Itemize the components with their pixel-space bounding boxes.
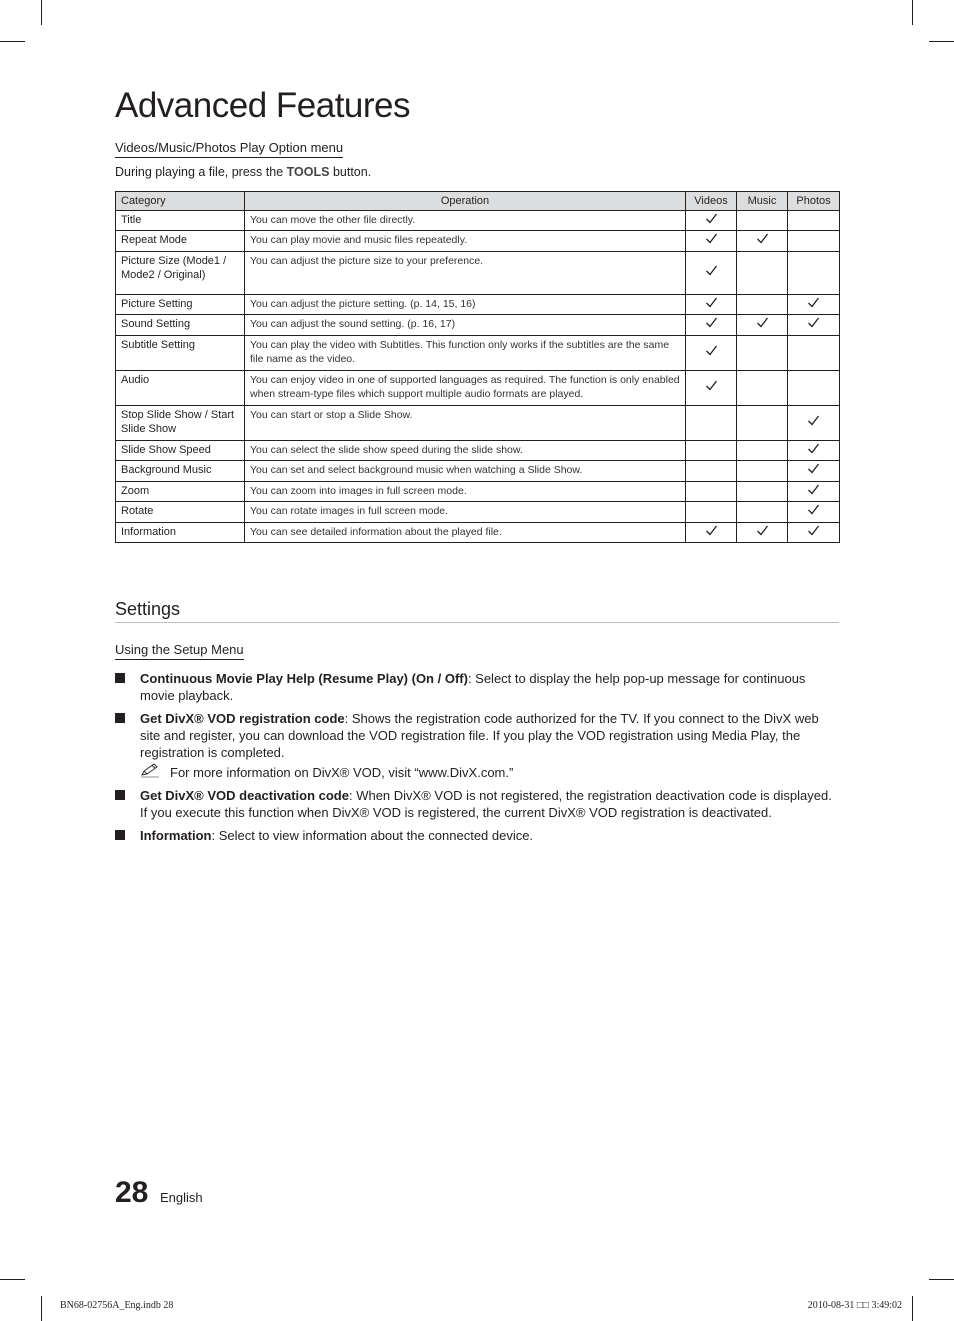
table-row (116, 231, 840, 252)
note (140, 764, 839, 781)
checkmark-icon (756, 232, 769, 245)
crop-mark (41, 0, 42, 25)
table-row (116, 294, 840, 315)
page-language: English (160, 1190, 203, 1205)
category-cell: Slide Show Speed (116, 440, 245, 461)
videos-cell (686, 251, 737, 294)
table-row (116, 405, 840, 440)
page-title: Advanced Features (115, 86, 411, 125)
settings-list (115, 670, 839, 850)
checkmark-icon (705, 379, 718, 392)
videos-cell (686, 461, 737, 482)
checkmark-icon (705, 264, 718, 277)
table-row (116, 335, 840, 370)
crop-mark (0, 1279, 25, 1280)
item-desc: : When DivX® VOD is not registered, the registration deactivation code is displayed. If you execute this function when DivX® VOD is registered, the current DivX® VOD registration is deactivated. (140, 788, 832, 820)
music-cell (737, 522, 788, 543)
header-photos: Photos (788, 192, 840, 211)
photos-cell (788, 522, 840, 543)
settings-title: Settings (115, 599, 839, 623)
photos-cell (788, 502, 840, 523)
play-option-table (115, 191, 840, 543)
checkmark-icon (705, 316, 718, 329)
crop-mark (912, 1296, 913, 1321)
checkmark-icon (807, 503, 820, 516)
note-pencil-icon (140, 762, 160, 778)
photos-cell (788, 481, 840, 502)
crop-mark (929, 41, 954, 42)
checkmark-icon (705, 296, 718, 309)
table-body (116, 210, 840, 543)
checkmark-icon (807, 296, 820, 309)
photos-cell (788, 461, 840, 482)
list-item (115, 710, 839, 781)
videos-cell (686, 502, 737, 523)
music-cell (737, 294, 788, 315)
table-row (116, 461, 840, 482)
category-cell: Background Music (116, 461, 245, 482)
photos-cell (788, 294, 840, 315)
tools-button-name: TOOLS (286, 165, 330, 179)
checkmark-icon (705, 524, 718, 537)
videos-cell (686, 481, 737, 502)
operation-cell: You can adjust the picture setting. (p. 14, 15, 16) (245, 294, 686, 315)
operation-cell: You can move the other file directly. (245, 210, 686, 231)
music-cell (737, 335, 788, 370)
operation-cell: You can set and select background music when watching a Slide Show. (245, 461, 686, 482)
table-row (116, 210, 840, 231)
videos-cell (686, 210, 737, 231)
bullet-square-icon (115, 830, 125, 840)
operation-cell: You can see detailed information about the played file. (245, 522, 686, 543)
checkmark-icon (705, 212, 718, 225)
music-cell (737, 251, 788, 294)
crop-mark (0, 41, 25, 42)
music-cell (737, 231, 788, 252)
music-cell (737, 502, 788, 523)
category-cell: Title (116, 210, 245, 231)
photos-cell (788, 335, 840, 370)
crop-mark (912, 0, 913, 25)
category-cell: Picture Size (Mode1 / Mode2 / Original) (116, 251, 245, 294)
operation-cell: You can select the slide show speed during the slide show. (245, 440, 686, 461)
table-row (116, 481, 840, 502)
videos-cell (686, 335, 737, 370)
item-desc: : Select to view information about the connected device. (211, 828, 534, 843)
music-cell (737, 370, 788, 405)
crop-mark (929, 1279, 954, 1280)
list-item (115, 827, 839, 844)
operation-cell: You can zoom into images in full screen mode. (245, 481, 686, 502)
videos-cell (686, 522, 737, 543)
item-term: Information (140, 828, 212, 843)
table-row (116, 315, 840, 336)
music-cell (737, 405, 788, 440)
checkmark-icon (756, 316, 769, 329)
music-cell (737, 210, 788, 231)
checkmark-icon (705, 344, 718, 357)
category-cell: Audio (116, 370, 245, 405)
list-item (115, 787, 839, 821)
slug-left: BN68-02756A_Eng.indb 28 (60, 1300, 174, 1311)
header-operation: Operation (245, 192, 686, 211)
checkmark-icon (807, 316, 820, 329)
header-category: Category (116, 192, 245, 211)
photos-cell (788, 315, 840, 336)
operation-cell: You can play movie and music files repeatedly. (245, 231, 686, 252)
table-row (116, 370, 840, 405)
checkmark-icon (807, 524, 820, 537)
note-text: For more information on DivX® VOD, visit “www.DivX.com.” (170, 765, 514, 780)
table-header-row (116, 192, 840, 211)
category-cell: Subtitle Setting (116, 335, 245, 370)
header-music: Music (737, 192, 788, 211)
intro-text (115, 165, 371, 179)
slug-right: 2010-08-31 □□ 3:49:02 (807, 1300, 902, 1311)
play-option-heading: Videos/Music/Photos Play Option menu (115, 140, 343, 158)
intro-after: button. (329, 165, 372, 179)
category-cell: Stop Slide Show / Start Slide Show (116, 405, 245, 440)
photos-cell (788, 370, 840, 405)
page-number: 28 (115, 1176, 149, 1209)
photos-cell (788, 440, 840, 461)
videos-cell (686, 405, 737, 440)
item-term: Continuous Movie Play Help (Resume Play) (On / Off) (140, 671, 468, 686)
header-videos: Videos (686, 192, 737, 211)
bullet-square-icon (115, 713, 125, 723)
table-row (116, 440, 840, 461)
item-term: Get DivX® VOD deactivation code (140, 788, 349, 803)
table-row (116, 502, 840, 523)
table-row (116, 522, 840, 543)
operation-cell: You can rotate images in full screen mode. (245, 502, 686, 523)
music-cell (737, 440, 788, 461)
music-cell (737, 481, 788, 502)
category-cell: Information (116, 522, 245, 543)
checkmark-icon (756, 524, 769, 537)
item-desc: : Shows the registration code authorized for the TV. If you connect to the DivX web site and register, you can download the VOD registration file. If you play the VOD registration using Media Play, the registration is completed. (140, 711, 819, 760)
operation-cell: You can play the video with Subtitles. This function only works if the subtitles are the same file name as the video. (245, 335, 686, 370)
intro-before: During playing a file, press the (115, 165, 287, 179)
videos-cell (686, 231, 737, 252)
operation-cell: You can adjust the picture size to your preference. (245, 251, 686, 294)
checkmark-icon (807, 414, 820, 427)
category-cell: Sound Setting (116, 315, 245, 336)
operation-cell: You can adjust the sound setting. (p. 16, 17) (245, 315, 686, 336)
photos-cell (788, 231, 840, 252)
videos-cell (686, 370, 737, 405)
table-row (116, 251, 840, 294)
setup-menu-heading: Using the Setup Menu (115, 642, 244, 660)
videos-cell (686, 294, 737, 315)
photos-cell (788, 210, 840, 231)
operation-cell: You can enjoy video in one of supported languages as required. The function is only enabled when stream-type files which support multiple audio formats are played. (245, 370, 686, 405)
checkmark-icon (807, 442, 820, 455)
checkmark-icon (807, 483, 820, 496)
category-cell: Repeat Mode (116, 231, 245, 252)
list-item (115, 670, 839, 704)
bullet-square-icon (115, 790, 125, 800)
category-cell: Zoom (116, 481, 245, 502)
videos-cell (686, 315, 737, 336)
checkmark-icon (705, 232, 718, 245)
bullet-square-icon (115, 673, 125, 683)
category-cell: Rotate (116, 502, 245, 523)
checkmark-icon (807, 462, 820, 475)
operation-cell: You can start or stop a Slide Show. (245, 405, 686, 440)
category-cell: Picture Setting (116, 294, 245, 315)
crop-mark (41, 1296, 42, 1321)
photos-cell (788, 405, 840, 440)
photos-cell (788, 251, 840, 294)
item-term: Get DivX® VOD registration code (140, 711, 345, 726)
music-cell (737, 461, 788, 482)
item-desc: : Select to display the help pop-up message for continuous movie playback. (140, 671, 806, 703)
music-cell (737, 315, 788, 336)
videos-cell (686, 440, 737, 461)
